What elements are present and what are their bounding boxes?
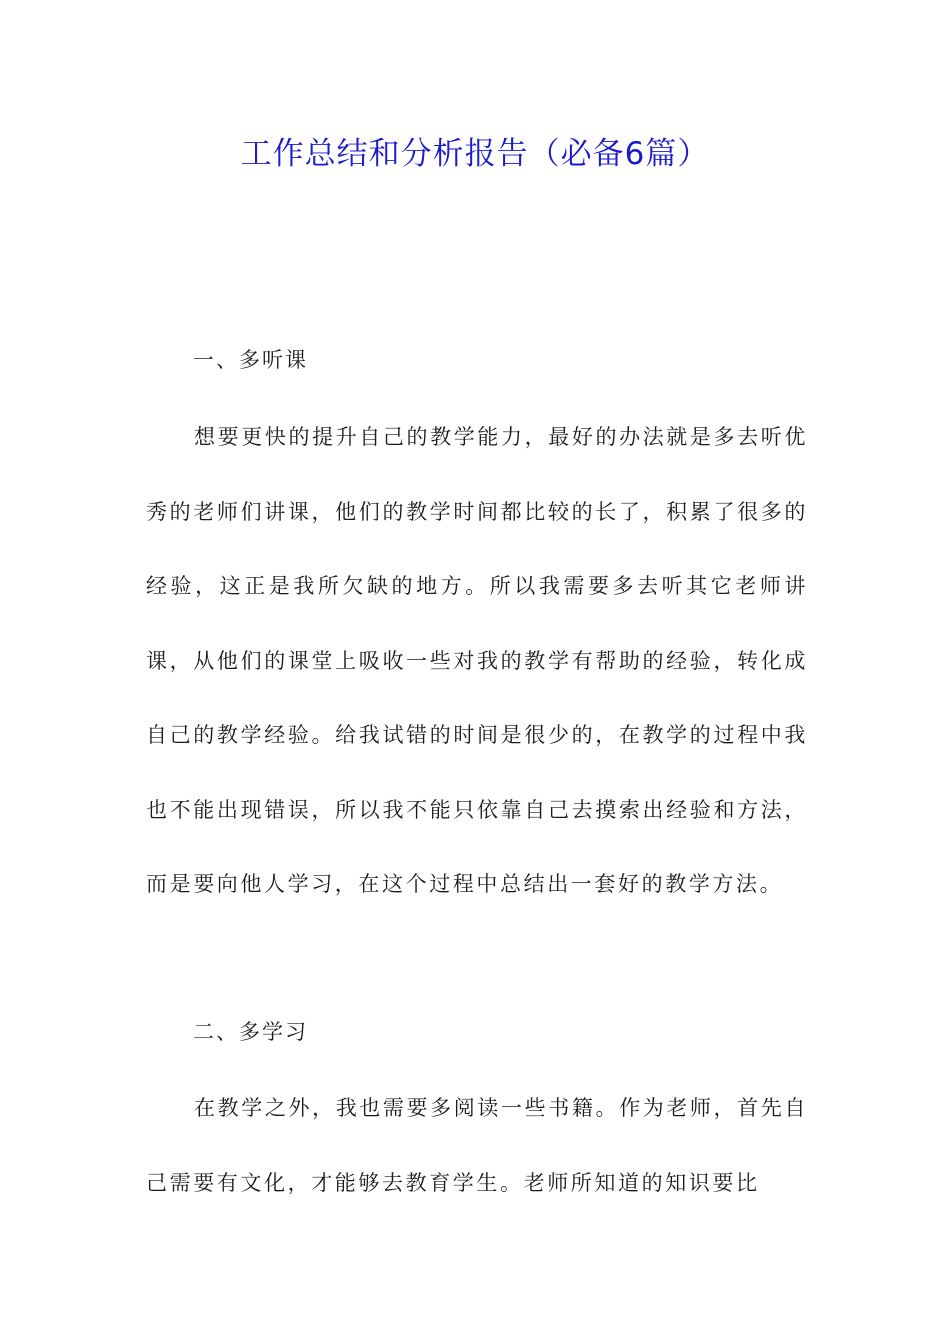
- section-paragraph-2: 在教学之外，我也需要多阅读一些书籍。作为老师，首先自己需要有文化，才能够去教育学生。老师所知道的知识要比: [146, 1096, 808, 1195]
- section-paragraph-1: 想要更快的提升自己的教学能力，最好的办法就是多去听优秀的老师们讲课，他们的教学时间都比较的长了，积累了很多的经验，这正是我所欠缺的地方。所以我需要多去听其它老师讲课，从他们的课堂上吸收一些对我的教学有帮助的经验，转化成自己的教学经验。给我试错的时间是很少的，在教学的过程中我也不能出现错误，所以我不能只依靠自己去摸索出经验和方法，而是要向他人学习，在这个过程中总结出一套好的教学方法。: [146, 425, 808, 896]
- document-title: 工作总结和分析报告（必备6篇）: [240, 136, 710, 172]
- section-heading-1: 一、多听课: [193, 348, 308, 372]
- section-heading-2: 二、多学习: [193, 1020, 308, 1044]
